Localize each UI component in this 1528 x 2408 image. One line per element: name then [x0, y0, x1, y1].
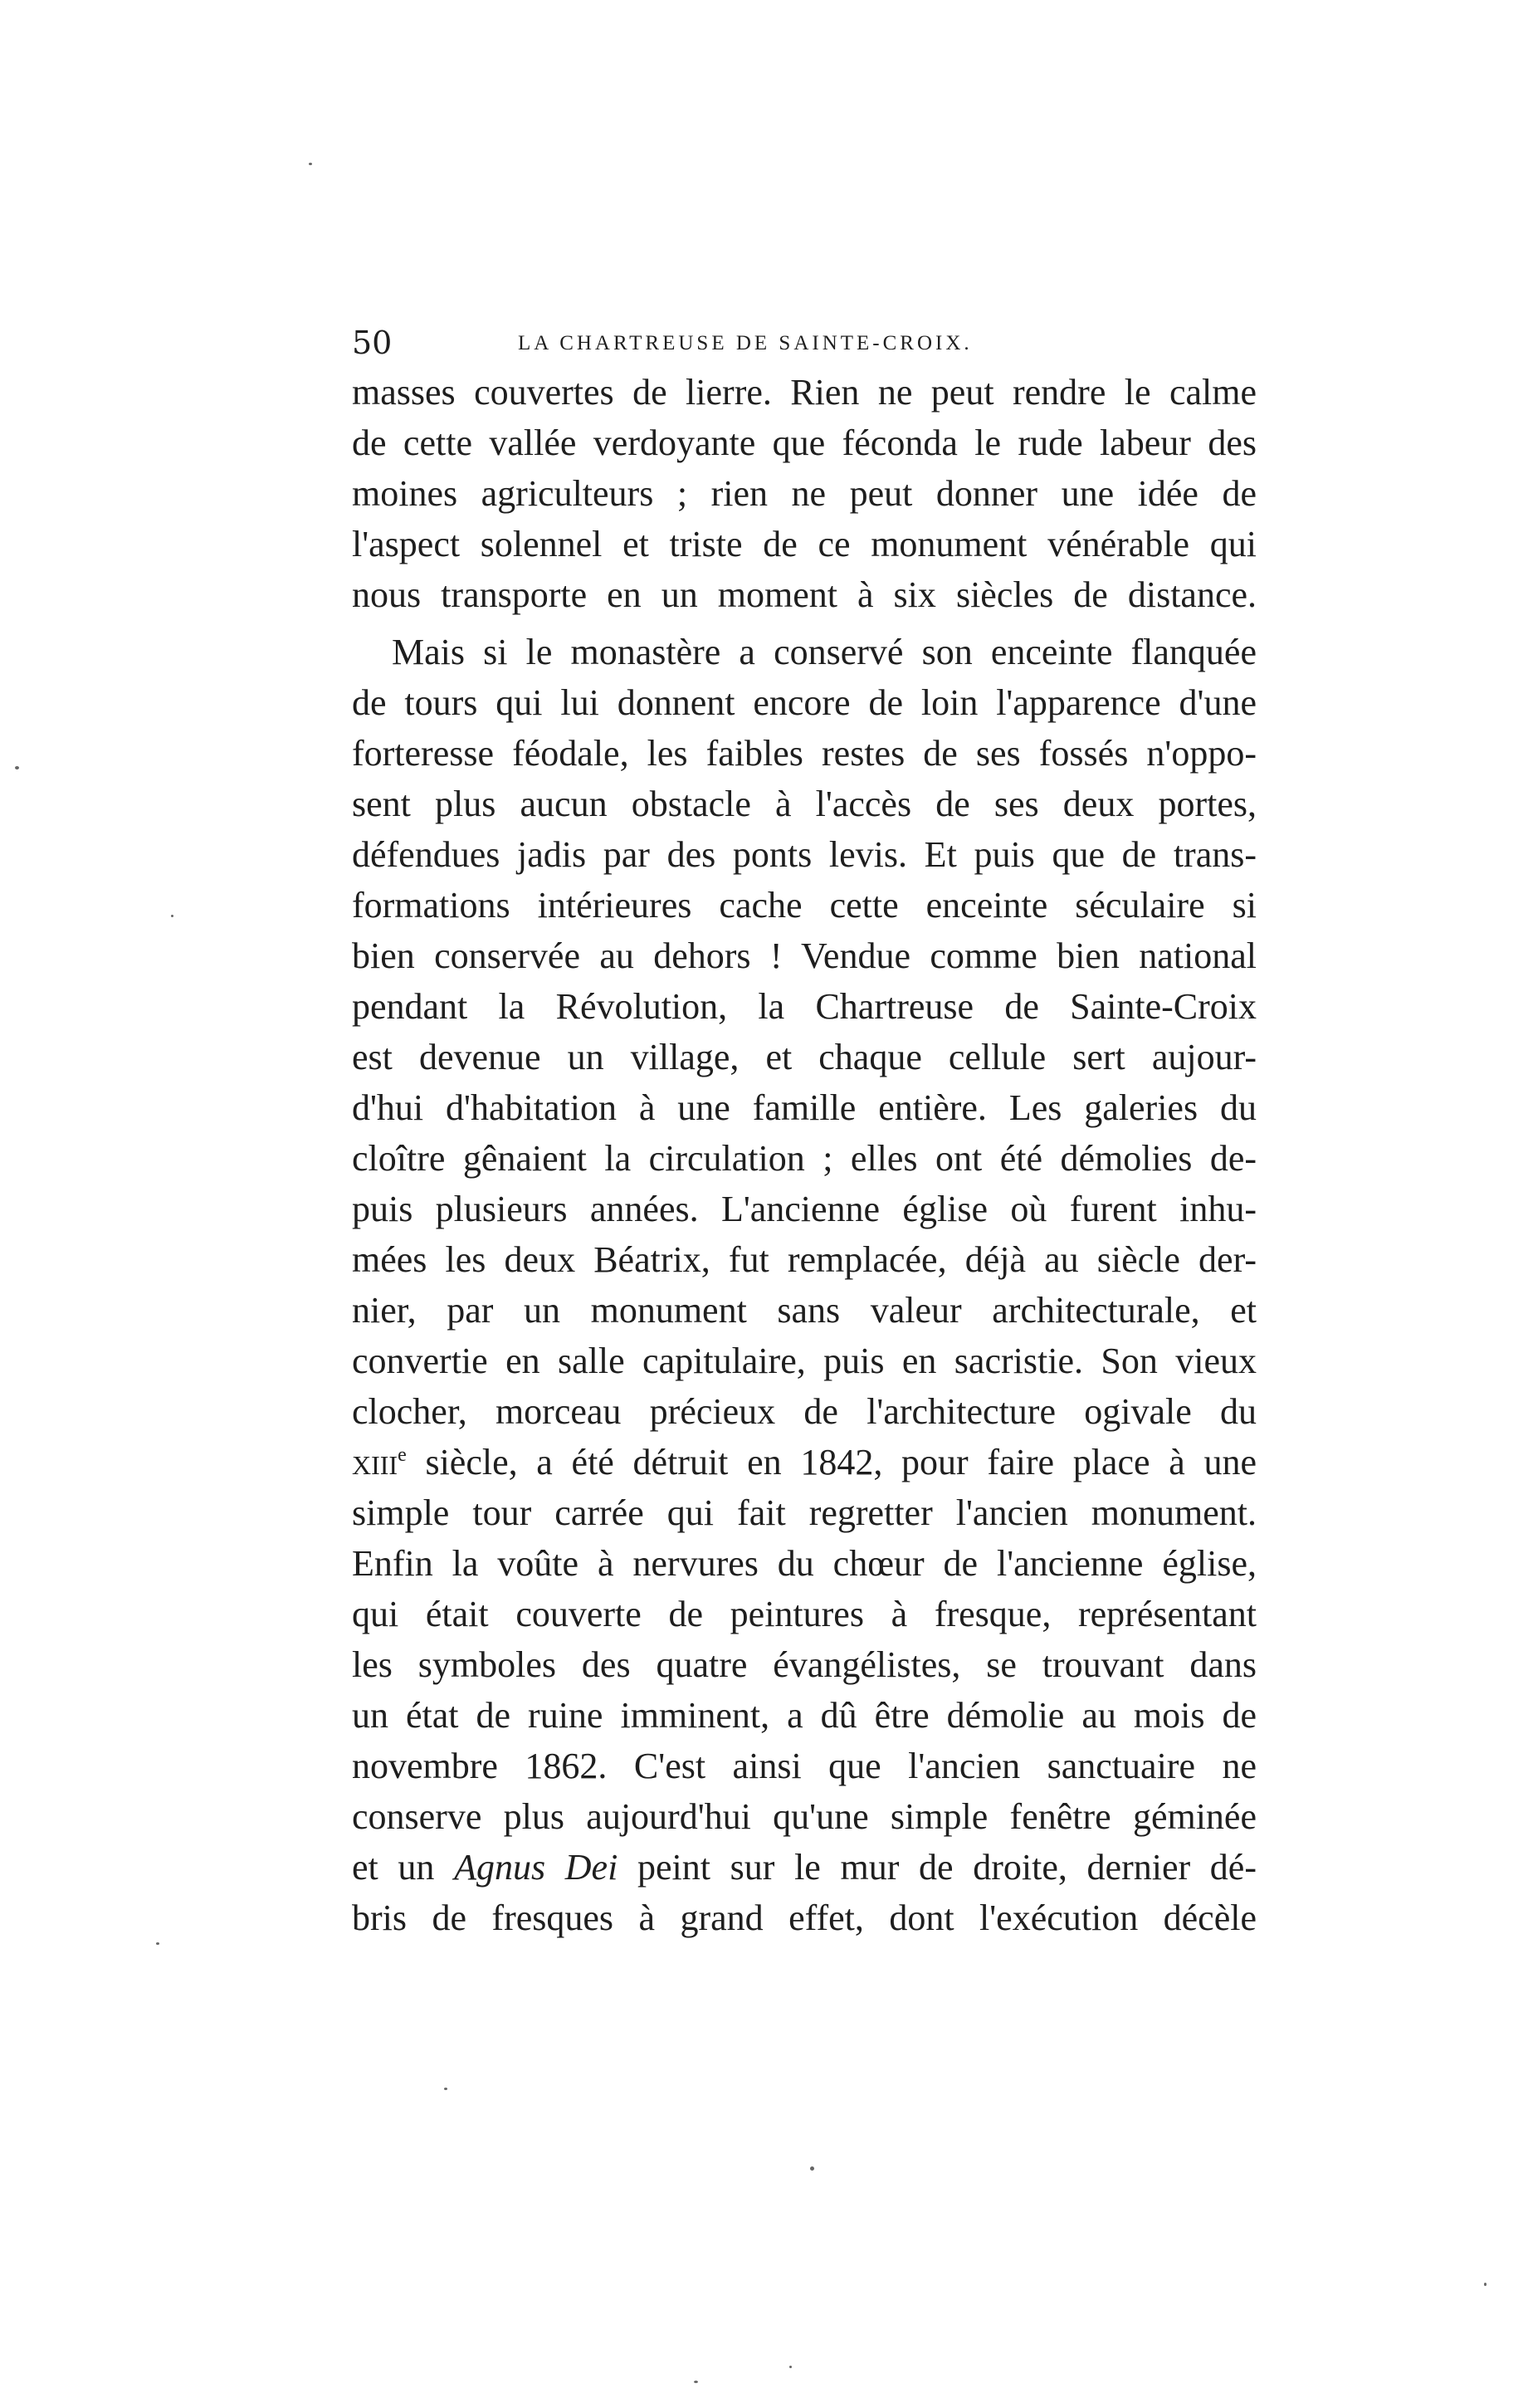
page-number: 50: [352, 325, 393, 361]
text-line: Enfin la voûte à nervures du chœur de l'ancienne église,: [352, 1543, 1257, 1584]
text-line: simple tour carrée qui fait regretter l'ancien monument.: [352, 1492, 1257, 1533]
text-line: sent plus aucun obstacle à l'accès de ses deux portes,: [352, 784, 1257, 824]
scan-speck: [694, 2381, 698, 2383]
text-line: bien conservée au dehors ! Vendue comme bien national: [352, 935, 1257, 976]
text-line: convertie en salle capitulaire, puis en sacristie. Son vieux: [352, 1341, 1257, 1381]
running-head: [352, 322, 1257, 364]
line-remainder: peint sur le mur de droite, dernier dé-: [618, 1847, 1257, 1888]
century-numeral: XIII: [352, 1450, 398, 1480]
text-line: l'aspect solennel et triste de ce monument vénérable qui: [352, 524, 1257, 564]
body-text: [352, 367, 1257, 1943]
text-line-agnus-dei: [352, 1842, 1257, 1893]
line-start: et un: [352, 1847, 455, 1888]
text-line: nous transporte en un moment à six siècles de distance.: [352, 574, 1257, 615]
text-line: novembre 1862. C'est ainsi que l'ancien sanctuaire ne: [352, 1746, 1257, 1786]
text-line: cloître gênaient la circulation ; elles ont été démolies de-: [352, 1138, 1257, 1179]
text-line: mées les deux Béatrix, fut remplacée, déjà au siècle der-: [352, 1239, 1257, 1280]
text-line: bris de fresques à grand effet, dont l'exécution décèle: [352, 1898, 1257, 1938]
text-line: masses couvertes de lierre. Rien ne peut rendre le calme: [352, 372, 1257, 413]
text-line: nier, par un monument sans valeur architecturale, et: [352, 1290, 1257, 1331]
line-remainder: siècle, a été détruit en 1842, pour faire place à une: [406, 1442, 1257, 1482]
scan-speck: [810, 2166, 814, 2171]
text-line: qui était couverte de peintures à fresque, représentant: [352, 1594, 1257, 1634]
superscript: e: [398, 1444, 407, 1466]
paragraph-first-line: Mais si le monastère a conservé son enceinte flanquée: [392, 632, 1257, 672]
text-line: pendant la Révolution, la Chartreuse de Sainte-Croix: [352, 986, 1257, 1027]
text-line: les symboles des quatre évangélistes, se trouvant dans: [352, 1644, 1257, 1685]
italic-phrase: Agnus Dei: [454, 1847, 618, 1888]
text-line-century: [352, 1437, 1257, 1487]
scan-speck: [309, 163, 312, 165]
scan-speck: [444, 2088, 447, 2090]
text-line: de cette vallée verdoyante que féconda le rude labeur des: [352, 422, 1257, 463]
text-line: puis plusieurs années. L'ancienne église où furent inhu-: [352, 1189, 1257, 1229]
text-line: formations intérieures cache cette enceinte séculaire si: [352, 885, 1257, 926]
scan-speck: [789, 2366, 792, 2368]
text-line: d'hui d'habitation à une famille entière. Les galeries du: [352, 1087, 1257, 1128]
text-line: défendues jadis par des ponts levis. Et puis que de trans-: [352, 834, 1257, 875]
text-line: conserve plus aujourd'hui qu'une simple fenêtre géminée: [352, 1796, 1257, 1837]
text-line: forteresse féodale, les faibles restes de ses fossés n'oppo-: [352, 733, 1257, 774]
text-line: est devenue un village, et chaque cellule sert aujour-: [352, 1037, 1257, 1077]
text-line: moines agriculteurs ; rien ne peut donner une idée de: [352, 473, 1257, 514]
text-line: de tours qui lui donnent encore de loin l'apparence d'une: [352, 682, 1257, 723]
text-line: un état de ruine imminent, a dû être démolie au mois de: [352, 1695, 1257, 1736]
running-title: LA CHARTREUSE DE SAINTE-CROIX.: [518, 332, 973, 354]
scan-speck: [15, 766, 19, 769]
scan-speck: [1484, 2283, 1487, 2286]
text-line: clocher, morceau précieux de l'architecture ogivale du: [352, 1391, 1257, 1432]
scan-speck: [171, 915, 173, 917]
scan-speck: [156, 1942, 159, 1945]
